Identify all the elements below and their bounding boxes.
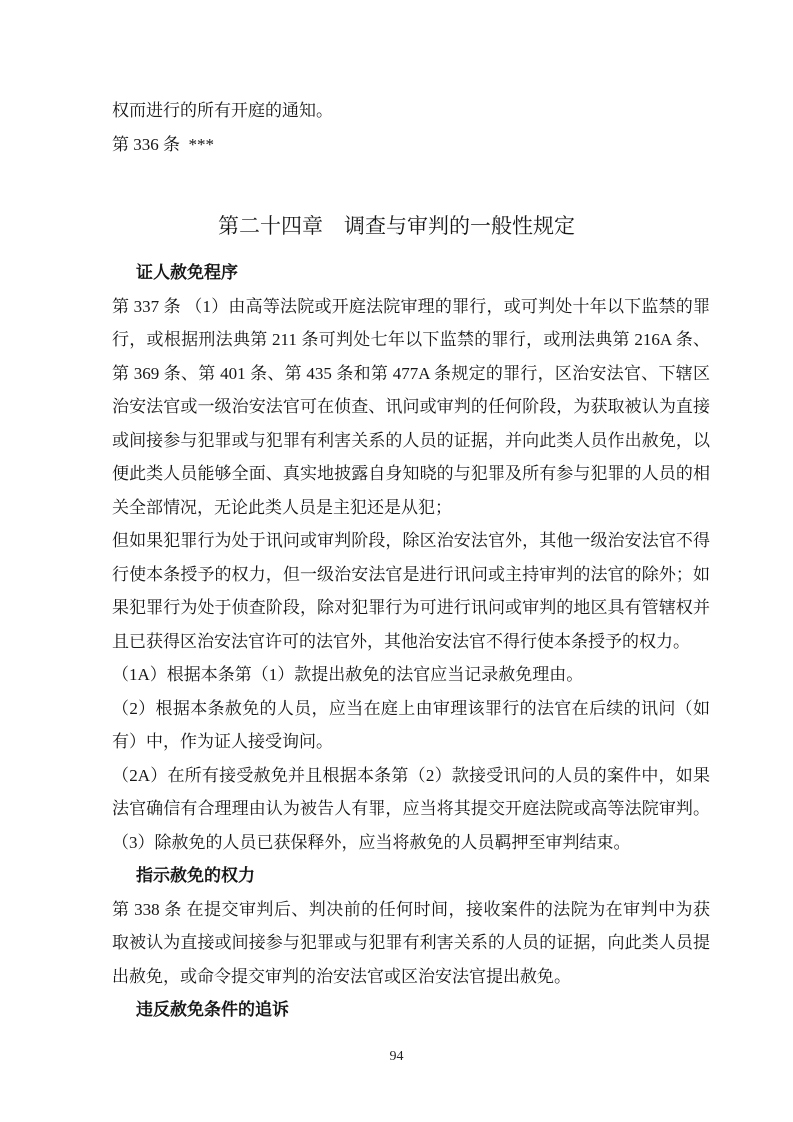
body-line: 有）中，作为证人接受询问。 [112, 732, 333, 751]
body-line: 关全部情况，无论此类人员是主犯还是从犯； [112, 497, 452, 517]
body-line: 取被认为直接或间接参与犯罪或与犯罪有利害关系的人员的证据，向此类人员提 [112, 933, 710, 952]
body-line: 果犯罪行为处于侦查阶段，除对犯罪行为可进行讯问或审判的地区具有管辖权并 [112, 598, 710, 617]
body-line: 行使本条授予的权力，但一级治安法官是进行讯问或主持审判的法官的除外；如 [112, 564, 710, 584]
body-line: （1A）根据本条第（1）款提出赦免的法官应当记录赦免理由。 [112, 665, 584, 684]
subheading-prosecution-for-breach-of-pardon: 违反赦免条件的追诉 [136, 1000, 289, 1019]
subheading-power-to-direct-pardon: 指示赦免的权力 [136, 866, 255, 885]
document-body [112, 0, 710, 1027]
page-number: 94 [389, 1049, 404, 1064]
body-line: 第 338 条 在提交审判后、判决前的任何时间，接收案件的法院为在审判中为获 [112, 899, 710, 919]
body-line: （2A）在所有接受赦免并且根据本条第（2）款接受讯问的人员的案件中，如果 [112, 765, 710, 785]
body-line: 但如果犯罪行为处于讯问或审判阶段，除区治安法官外，其他一级治安法官不得 [112, 531, 710, 550]
body-line: 法官确信有合理理由认为被告人有罪，应当将其提交开庭法院或高等法院审判。 [112, 799, 710, 818]
body-line: 且已获得区治安法官许可的法官外，其他治安法官不得行使本条授予的权力。 [112, 631, 690, 651]
body-line: 便此类人员能够全面、真实地披露自身知晓的与犯罪及所有参与犯罪的人员的相 [112, 464, 710, 483]
body-line: 治安法官或一级治安法官可在侦查、讯问或审判的任何阶段，为获取被认为直接 [112, 397, 710, 416]
subheading-witness-pardon-procedure: 证人赦免程序 [136, 263, 238, 282]
body-line: 第 369 条、第 401 条、第 435 条和第 477A 条规定的罪行，区治安法官、下辖区 [112, 363, 710, 383]
body-line: 权而进行的所有开庭的通知。 [112, 101, 333, 120]
section-336-line: 第 336 条 *** [112, 134, 214, 154]
body-line: 出赦免，或命令提交审判的治安法官或区治安法官提出赦免。 [112, 966, 571, 986]
body-line: 行，或根据刑法典第 211 条可判处七年以下监禁的罪行，或刑法典第 216A 条、 [112, 330, 710, 349]
body-line: 或间接参与犯罪或与犯罪有利害关系的人员的证据，并向此类人员作出赦免，以 [112, 430, 710, 450]
body-line: （2）根据本条赦免的人员，应当在庭上由审理该罪行的法官在后续的讯问（如 [112, 698, 710, 718]
body-line: 第 337 条 （1）由高等法院或开庭法院审理的罪行，或可判处十年以下监禁的罪 [112, 296, 710, 316]
chapter-heading: 第二十四章 调查与审判的一般性规定 [218, 214, 575, 238]
body-line: （3）除赦免的人员已获保释外，应当将赦免的人员羁押至审判结束。 [112, 832, 631, 852]
